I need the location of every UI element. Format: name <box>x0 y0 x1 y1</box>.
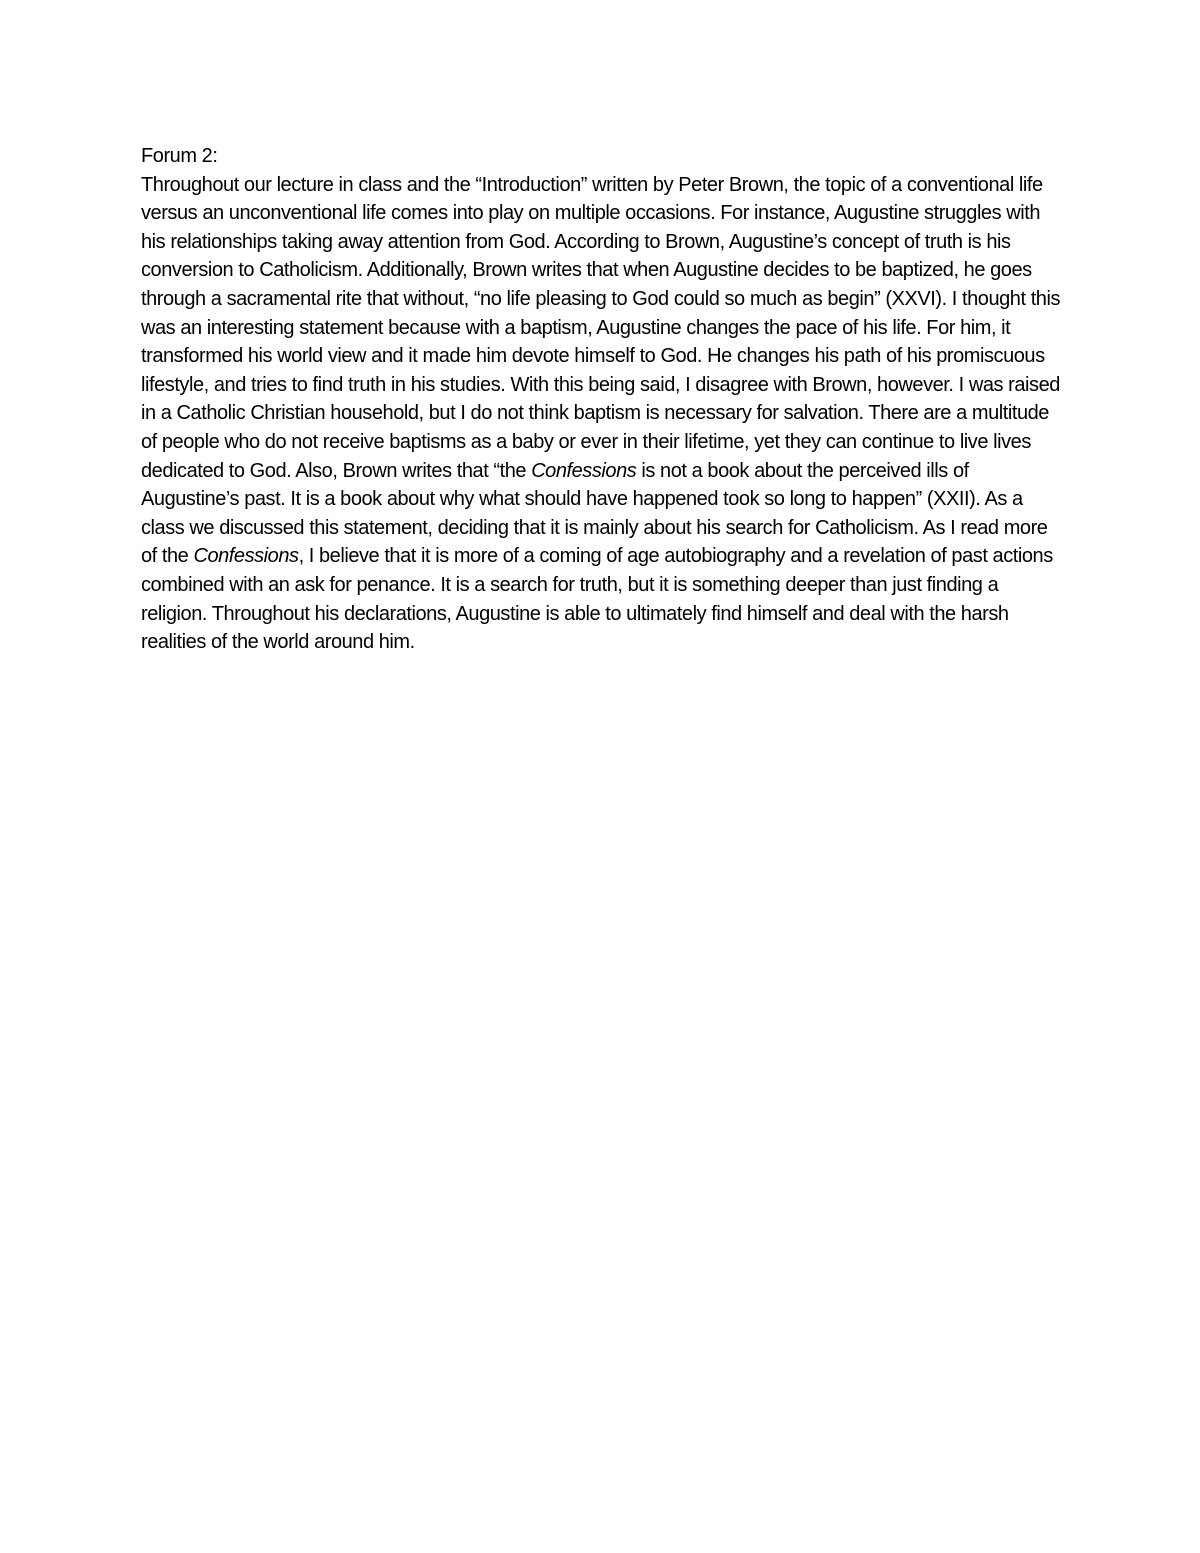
paragraph-text-part-1: Throughout our lecture in class and the “Introduction” written by Peter Brown, the topic of a conventional life versus an unconventional life comes into play on multiple occasions. For instance, Augustine struggles with his relationships taking away attention from God. According to Brown, Augustine’s concept of truth is his conversion to Catholicism. Additionally, Brown writes that when Augustine decides to be baptized, he goes through a sacramental rite that without, “no life pleasing to God could so much as begin” (XXVI). I thought this was an interesting statement because with a baptism, Augustine changes the pace of his life. For him, it transformed his world view and it made him devote himself to God. He changes his path of his promiscuous lifestyle, and tries to find truth in his studies. With this being said, I disagree with Brown, however. I was raised in a Catholic Christian household, but I do not think baptism is necessary for salvation. There are a multitude of people who do not receive baptisms as a baby or ever in their lifetime, yet they can continue to live lives dedicated to God. Also, Brown writes that “the <box>141 173 1061 482</box>
italic-book-title-1: Confessions <box>531 459 637 482</box>
paragraph-text-part-2: is not a book about the perceived ills of Augustine’s past. It is a book about why what should have happened took so long to happen” (XXII). As a class we discussed this statement, deciding that it is mainly about his search for Catholicism. As I read more of the <box>141 459 1048 568</box>
document-paragraph <box>141 171 1061 657</box>
italic-book-title-2: Confessions <box>193 545 299 568</box>
paragraph-text-part-3: , I believe that it is more of a coming of age autobiography and a revelation of past actions combined with an ask for penance. It is a search for truth, but it is something deeper than just finding a religion. Throughout his declarations, Augustine is able to ultimately find himself and deal with the harsh realities of the world around him. <box>141 545 1053 654</box>
document-heading: Forum 2: <box>141 145 218 167</box>
document-content <box>141 142 1061 657</box>
